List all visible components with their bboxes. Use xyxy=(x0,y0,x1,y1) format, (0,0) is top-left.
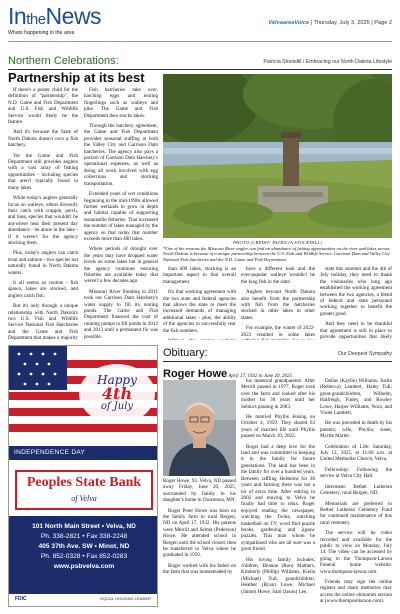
paragraph: It's that working agreement with the two state and federal agencies that allows the state to meet the increased demands of managing additional lakes - plus, the ability of the agencies to successfully rear the fish numbers. xyxy=(163,289,236,334)
paragraph: have a different look and the ever-popular walleye wouldn't be the king fish in the state. xyxy=(241,266,315,285)
logo-the: the xyxy=(26,11,46,28)
article-column-4 xyxy=(241,266,315,340)
paragraph: Yet the Game and Fish Department still provides anglers with a vast array of fishing opportunities - including species that aren't typically found in many lakes. xyxy=(8,152,78,191)
photo-caption: *One of the reasons the Missouri River angler can find an abundance of fishing opportunities on the river and lakes across North Dakota is because of a unique partnership between the U.S. Fish and Wildlife Service Garrison Dam and Valley City National Fish hatcheries and the N.D. Game and Fish Department. xyxy=(163,246,390,262)
lake-photo xyxy=(163,74,392,238)
paragraph: It all seems so routine - fish spawn, lakes are stocked, and anglers catch fish. xyxy=(8,279,78,299)
paragraph: Plus, today's anglers can catch trout and salmon - two species not naturally found in North Dakota waters. xyxy=(8,250,78,276)
obituary-portrait xyxy=(163,380,236,476)
section-byline: Patricia Stockdill / Embracing our North Dakota Lifestyle xyxy=(263,59,392,65)
equal-housing-badge: EQUAL HOUSING LENDER xyxy=(100,596,151,601)
obituary-column-2 xyxy=(241,378,315,608)
article-headline: Partnership at its best xyxy=(8,70,145,85)
bank-advertisement xyxy=(8,345,158,607)
bank-phone: Ph. 852-0328 • Fax 852-0283 xyxy=(40,553,128,560)
independence-day-banner: INDEPENDENCE DAY xyxy=(9,446,158,460)
paragraph: Fellowship: Following the service at Velva City Hall. xyxy=(320,466,392,480)
publication-brand: VelvaareaVoice xyxy=(268,20,310,26)
section-title: Northern Celebrations: xyxy=(8,55,119,67)
paragraph: Roger Howe, 93, Velva, ND passed away Friday, June 20, 2025, surrounded by family in his daughter's home in Owatonna, MN. xyxy=(163,478,236,504)
paragraph: For example, the winter of 2022-2023 resulted in some lakes xyxy=(241,325,315,338)
bank-phone: Ph. 338-2821 • Fax 338-2248 xyxy=(40,533,128,540)
paragraph: He was preceded in death by his parents; wife, Phyllis; sister, Myrtle Marler. xyxy=(320,420,392,440)
bank-website[interactable]: www.psbvelva.com xyxy=(53,563,115,570)
paragraph: His loving family includes; children, Deanne (Ron) Mathers, Kimberly (Phillip) Williams, Kiella (Michael) Tull; grandchildren, Heather (Ryan) Lowe, Michael (Jaime) Howe, Sam (Jason) Lee, xyxy=(241,556,315,595)
bank-logo xyxy=(15,470,153,510)
script-line: of July xyxy=(100,401,134,412)
issue-info xyxy=(268,20,392,26)
paragraph: Roger Peter Howe was born on the family farm in rural Bergen, ND on April 17, 1932. His parents were Merrill and Selma (Pederson) Howe. He attended school in Bergen until the school closed, then he transferred to Velva where he graduated in 1950. xyxy=(163,507,236,559)
fdic-badge: FDIC xyxy=(15,596,27,602)
paragraph: Roger had a deep love for the land and was committed to keeping it in the family for future generations. The land has been in the family for over a hundred years. Between raffling Holsteins for 30 years and farming there was not a lot of extra time. After retiring in 2002 and moving to Velva he finally had time to relax. Roger enjoyed reading the newspaper, watching the Twins, watching basketball on TV, word find puzzle books, gardening and jigsaw puzzles. This man whom he sympathized who are all sure was a great friend. xyxy=(241,443,315,553)
paragraph: Extended years of wet conditions beginning in the mid-1990s allowed former wetlands to grow in depth and habitat capable of supporting sustainable fisheries. That increased the number of lakes managed by the agency so that today that number exceeds more than 400 lakes. xyxy=(84,191,158,242)
article-column-5 xyxy=(320,266,392,340)
masthead xyxy=(8,4,392,42)
bank-subname: of Velva xyxy=(71,494,97,503)
date-page: | Thursday, July 3, 2025 | Page 2 xyxy=(309,20,392,26)
paragraph: Anglers beyond North Dakota also benefit from the partnership with fish from the hatcheries stocked in other lakes in other states. xyxy=(241,289,315,321)
obituary-header xyxy=(163,347,392,361)
paragraph: Celebration of Life: Saturday, July 12, 2025, at 11:00 a.m. at United Methodist Church, Velva. xyxy=(320,443,392,463)
paragraph: Where periods of drought over the years may have dropped water levels on some lakes but in general the agency continues ensuring fisheries are available today that weren't a few decades ago. xyxy=(84,246,158,285)
paragraph: But it's only through a unique relationship with North Dakota's two U.S. Fish and Wildlife Service National Fish Hatcheries and the Game and Fish Department that makes a majority xyxy=(8,303,78,340)
bank-contact-block xyxy=(9,516,158,594)
happy-4th-script xyxy=(89,374,145,413)
paragraph: Dallas (Kaylie) Williams, Justin (Rebecca) Lambert, Haley Tull; great-grandchildren, Wilhelm, Halfreigh, Finley, and Rowley Lowe, Harper Williams, Nora, and Violet Lambert. xyxy=(320,378,392,417)
article-column-1 xyxy=(8,87,78,340)
bank-address: 405 37th Ave. SW • Minot, ND xyxy=(38,543,130,550)
article-column-2 xyxy=(84,87,158,340)
obituary-section-right: Our Deepest Sympathy xyxy=(338,351,392,357)
photo-credit: PHOTO (CREDIT: PATRICIA STOCKDILL) xyxy=(233,240,322,245)
paragraph xyxy=(163,338,236,340)
bank-address: 101 North Main Street • Velva, ND xyxy=(32,523,136,530)
paragraph: Through the hatchery agreement, the Game and Fish Department provides seasonal staffing at both the Valley City and Garrison Dam hatcheries. The agency also pays a portion of Garrison Dam Hatchery's operational expenses, as well as doing all work involved with egg collections and stocking transportation. xyxy=(84,123,158,187)
paragraph: And they need to be thankful that agreement is still in place to provide opportunities that likely xyxy=(320,321,392,340)
paragraph: Memorials are preferred to Bethel Lutheran Cemetery Fund for continued maintenance of this rural cemetery. xyxy=(320,500,392,526)
paragraph: While today's anglers generally focus on walleye, others diversify their catch with crappie, perch, and bass, species that wouldn't be anywhere near their present day abundance - let alone in the lake - if it weren't for the agency stocking them. xyxy=(8,195,78,246)
obituary-name: Roger Howe xyxy=(163,368,228,380)
paragraph: He married Phyllis Jelsing on October 4, 1959. They shared 63 years of married life until Phyllis passed on March 10, 2022. xyxy=(241,414,315,440)
lake-landscape-image xyxy=(163,74,392,238)
tagline: Whats happening in the area xyxy=(8,30,75,36)
obituary-dates: April 17, 1932 to June 20, 2025 xyxy=(227,374,292,379)
paragraph: Fish hatcheries take over, hatching eggs and rearing fingerlings such as walleye and pike. The Game and Fish Department then stocks lakes. xyxy=(84,87,158,119)
section-header xyxy=(8,55,392,69)
script-line: 4th xyxy=(101,384,133,403)
newspaper-logo xyxy=(8,4,101,32)
paragraph: his maternal grandparents. After Merrill passed in 1977, Roger took over the farm and looked after his mother for 30 years until her Selma's passing in 2003. xyxy=(241,378,315,410)
paragraph: Missouri River flooding in 2011 took out Garrison Dam Hatchery's water supply to fill its rearing ponds. The Game and Fish Department financed the cost of running pumps to fill ponds in 2012 and 2013 until a permanent fix was possible. xyxy=(84,288,158,340)
paragraph: Interment: Bethel Lutheran Cemetery, rural Bergen, ND. xyxy=(320,483,392,497)
paragraph: than 400 lakes, stocking is an important aspect to that overall management. xyxy=(163,266,236,285)
obituary-rule xyxy=(163,361,392,362)
paragraph: The service will be video recorded and available for the public to view on Monday, July 14. The video can be accessed by going to the Thompson-Larson Funeral home website: www.thompson-larson.com. xyxy=(320,530,392,575)
paragraph: state this summer and the 4th of July holiday, they need to thank the visionaries who long ago established the working agreement between the two agencies, a blend of federal and state personnel working together to benefit the greater good. xyxy=(320,266,392,317)
logo-news: News xyxy=(45,3,102,29)
portrait-image xyxy=(163,380,236,476)
obituary-section-title: Obituary: xyxy=(163,347,208,359)
logo-in: In xyxy=(8,3,27,29)
bank-name: Peoples State Bank xyxy=(26,475,142,490)
paragraph: Friends may sign the online register and share memories may access the online obituaries section at (www.thompsonlarson.com). xyxy=(320,578,392,605)
article-column-3 xyxy=(163,266,236,340)
paragraph: If there's a poster child for the definition of "partnership", the N.D. Game and Fish Department and U.S. Fish and Wildlife Service would likely be the feature. xyxy=(8,87,78,126)
obituary-column-1 xyxy=(163,478,236,608)
script-line: Happy xyxy=(97,373,137,387)
obituary-column-3 xyxy=(320,378,392,608)
paragraph: And it's because the State of North Dakota doesn't own a fish hatchery. xyxy=(8,129,78,149)
paragraph: Roger worked with his father on the farm that was homesteaded by xyxy=(163,562,236,576)
